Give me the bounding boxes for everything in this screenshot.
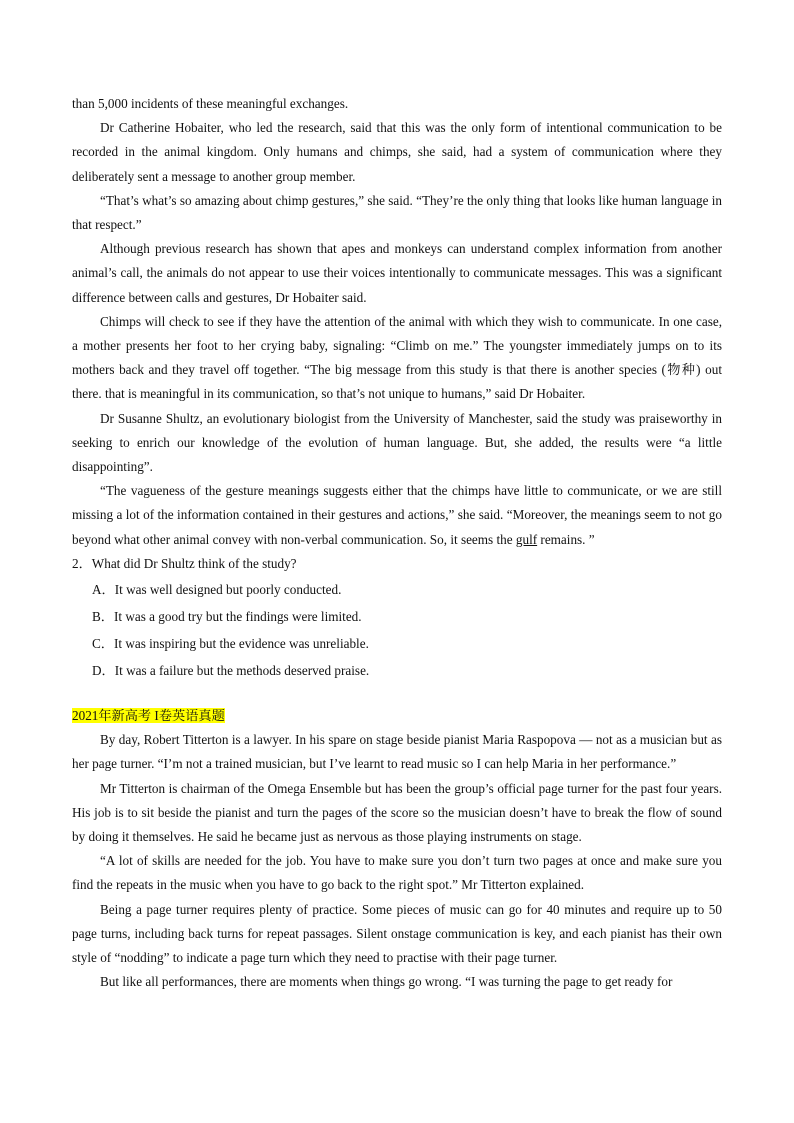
paragraph-text: remains. ” <box>537 531 595 547</box>
paragraph: By day, Robert Titterton is a lawyer. In his spare on stage beside pianist Maria Raspopova — not as a musician but as her page turner. “I’m not a trained musician, but I’ve learnt to read music so I can help Maria in her performance.” <box>72 732 722 772</box>
paragraph-text: “The vagueness of the gesture meanings suggests either that the chimps have little to communicate, or we are still missing a lot of the information contained in their gestures and actions,” she said. “Moreover, the meanings seem to not go beyond what other animal convey with non-verbal communication. So, it seems the <box>72 483 722 547</box>
paragraph: But like all performances, there are moments when things go wrong. “I was turning the page to get ready for <box>100 974 673 990</box>
document-page <box>72 92 722 995</box>
paragraph: Although previous research has shown that apes and monkeys can understand complex information from another animal’s call, the animals do not appear to use their voices intentionally to communicate messages. This was a significant difference between calls and gestures, Dr Hobaiter said. <box>72 241 722 305</box>
section-heading: 2021年新高考 I卷英语真题 <box>72 708 225 724</box>
paragraph: than 5,000 incidents of these meaningful exchanges. <box>72 96 349 111</box>
paragraph: Being a page turner requires plenty of practice. Some pieces of music can go for 40 minutes and require up to 50 page turns, including back turns for repeat passages. Silent onstage communication is key, and each pianist has their own style of “nodding” to indicate a page turn which they need to practise with their page turner. <box>72 901 722 966</box>
underlined-word: gulf <box>515 531 538 547</box>
paragraph: “A lot of skills are needed for the job. You have to make sure you don’t turn two pages at once and make sure you find the repeats in the music when you have to go back to the right spot.” Mr Titterton explained. <box>72 853 722 893</box>
section-heading-line <box>72 704 722 728</box>
paragraph: Chimps will check to see if they have the attention of the animal with which they wish to communicate. In one case, a mother presents her foot to her crying baby, signaling: “Climb on me.” The youngster immediately jumps on to its mothers back and they travel off together. “The big message from this study is that there is another species (物种) out there. that is meaningful in its communication, so that’s not unique to humans,” said Dr Hobaiter. <box>72 313 722 402</box>
option-a: A．It was well designed but poorly conducted. <box>92 582 342 598</box>
spacer <box>72 684 722 704</box>
option-b: B．It was a good try but the findings were limited. <box>92 609 362 625</box>
paragraph: Mr Titterton is chairman of the Omega Ensemble but has been the group’s official page turner for the past four years. His job is to sit beside the pianist and turn the pages of the score so the musician doesn’t have to break the flow of sound by doing it themselves. He said he became just as nervous as those playing instruments on stage. <box>72 780 722 845</box>
paragraph-with-underlined-word <box>72 479 722 552</box>
paragraph: “That’s what’s so amazing about chimp gestures,” she said. “They’re the only thing that looks like human language in that respect.” <box>72 192 722 233</box>
paragraph: Dr Catherine Hobaiter, who led the research, said that this was the only form of intentional communication to be recorded in the animal kingdom. Only humans and chimps, she said, had a system of communication where they deliberately sent a message to another group member. <box>72 120 722 184</box>
question-stem: 2．What did Dr Shultz think of the study? <box>72 555 297 571</box>
paragraph: Dr Susanne Shultz, an evolutionary biologist from the University of Manchester, said the study was praiseworthy in seeking to enrich our knowledge of the evolution of human language. But, she added, the results were “a little disappointing”. <box>72 410 722 475</box>
option-d: D．It was a failure but the methods deserved praise. <box>92 663 370 679</box>
option-c: C．It was inspiring but the evidence was unreliable. <box>92 636 369 652</box>
